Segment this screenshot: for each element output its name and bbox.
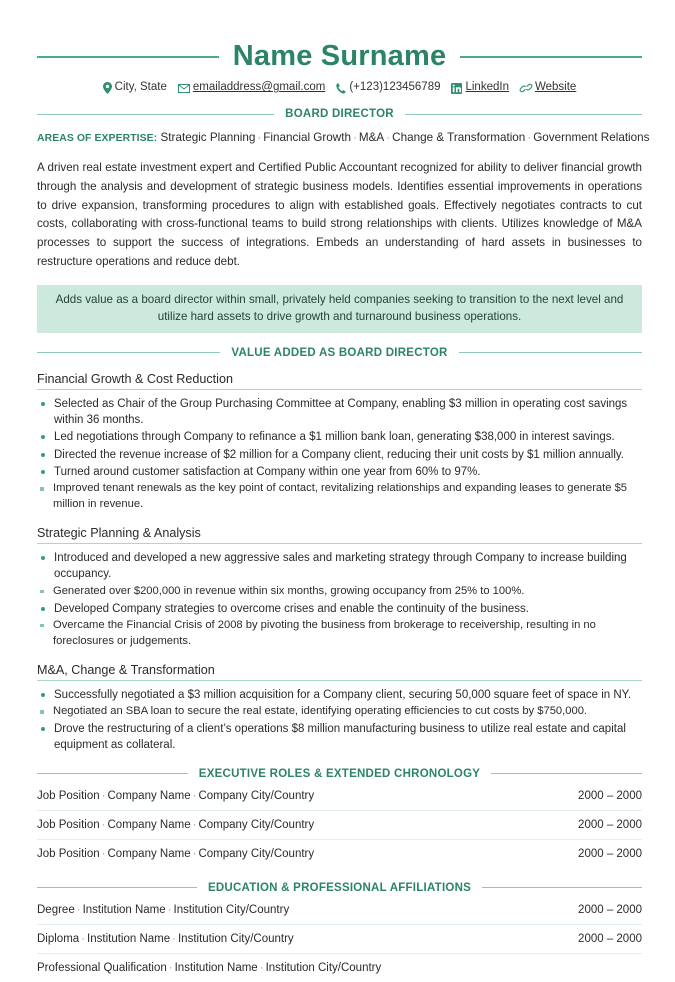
expertise-item: M&A	[358, 131, 385, 144]
sub-bullet-wrapper	[37, 618, 642, 650]
name-rule-left	[37, 56, 219, 58]
row-description	[37, 904, 289, 916]
value-group-heading: M&A, Change & Transformation	[37, 663, 642, 681]
sub-bullet-list	[37, 618, 642, 650]
sub-bullet-square-icon	[40, 590, 44, 594]
bullet-item	[37, 601, 642, 617]
sub-bullet-square-icon	[40, 710, 44, 714]
sub-bullet-wrapper	[37, 704, 642, 720]
value-group-heading: Financial Growth & Cost Reduction	[37, 372, 642, 390]
table-row	[37, 896, 642, 925]
bullet-item	[37, 429, 642, 445]
separator-dot-icon: ·	[76, 903, 81, 916]
expertise-item: Change & Transformation	[392, 131, 526, 144]
row-dates: 2000 – 2000	[578, 903, 642, 916]
bullet-item	[37, 396, 642, 429]
section-rule-right	[459, 352, 642, 353]
row-description	[37, 790, 314, 802]
sub-bullet-item	[37, 704, 642, 720]
sub-bullet-item	[37, 481, 642, 513]
sub-bullet-text: Overcame the Financial Crisis of 2008 by pivoting the business from brokerage to receivership, resulting in no foreclosures or judgements.	[53, 618, 596, 647]
separator-dot-icon: ·	[386, 131, 391, 144]
expertise-item: Financial Growth	[263, 131, 351, 144]
row-part: Institution City/Country	[177, 932, 294, 945]
section-header-executive-roles	[37, 768, 642, 780]
separator-dot-icon: ·	[192, 789, 197, 802]
row-part: Institution City/Country	[173, 903, 290, 916]
separator-dot-icon: ·	[81, 932, 86, 945]
row-part: Institution Name	[174, 961, 258, 974]
separator-dot-icon: ·	[192, 818, 197, 831]
areas-of-expertise	[37, 130, 650, 146]
expertise-label: AREAS OF EXPERTISE:	[37, 133, 158, 144]
row-part: Professional Qualification	[37, 961, 167, 974]
table-row	[37, 954, 642, 982]
row-description	[37, 962, 381, 974]
row-description	[37, 848, 314, 860]
separator-dot-icon: ·	[352, 131, 357, 144]
bullet-dot-icon	[41, 453, 45, 457]
separator-dot-icon: ·	[167, 903, 172, 916]
row-part: Institution Name	[87, 932, 171, 945]
table-row	[37, 925, 642, 954]
section-rule-left	[37, 773, 188, 774]
row-part: Company Name	[107, 818, 191, 831]
section-rule-left	[37, 887, 197, 888]
section-rule-right	[405, 114, 642, 115]
bullet-text: Drove the restructuring of a client’s operations $8 million manufacturing business to utilize real estate and capital equipment as collateral.	[54, 722, 626, 752]
bullet-item	[37, 721, 642, 754]
sub-bullet-wrapper	[37, 584, 642, 600]
row-description	[37, 819, 314, 831]
section-rule-right	[482, 887, 642, 888]
contact-text: LinkedIn	[465, 81, 509, 94]
expertise-item: Strategic Planning	[160, 131, 256, 144]
envelope-icon	[178, 84, 190, 93]
sub-bullet-text: Improved tenant renewals as the key point of contact, revitalizing relationships and expanding leases to generate $5 million in revenue.	[53, 482, 628, 511]
row-dates: 2000 – 2000	[578, 847, 642, 860]
expertise-item: Government Relations	[533, 131, 650, 144]
row-part: Degree	[37, 903, 75, 916]
separator-dot-icon: ·	[527, 131, 532, 144]
row-part: Institution Name	[82, 903, 166, 916]
section-header-board-director	[37, 108, 642, 120]
bullet-text: Developed Company strategies to overcome crises and enable the continuity of the business.	[54, 602, 529, 615]
separator-dot-icon: ·	[168, 961, 173, 974]
sub-bullet-text: Generated over $200,000 in revenue within six months, growing occupancy from 25% to 100%.	[53, 584, 525, 597]
bullet-item	[37, 447, 642, 463]
value-bullet-list	[37, 550, 642, 650]
row-part: Company Name	[107, 847, 191, 860]
location-pin-icon	[103, 82, 112, 94]
row-part: Company City/Country	[198, 818, 315, 831]
row-part: Job Position	[37, 847, 100, 860]
separator-dot-icon: ·	[101, 818, 106, 831]
table-row	[37, 782, 642, 811]
contact-item-phone	[336, 82, 440, 94]
contact-item-location-pin	[103, 82, 167, 94]
bullet-dot-icon	[41, 435, 45, 439]
contact-item-envelope[interactable]	[178, 82, 325, 94]
separator-dot-icon: ·	[172, 932, 176, 945]
row-dates: 2000 – 2000	[578, 818, 642, 831]
bullet-text: Successfully negotiated a $3 million acquisition for a Company client, securing 50,000 square feet of space in NY.	[54, 688, 632, 701]
contact-text: emailaddress@gmail.com	[192, 81, 326, 94]
row-part: Company City/Country	[198, 847, 315, 860]
sub-bullet-list	[37, 704, 642, 720]
sub-bullet-square-icon	[40, 487, 44, 491]
contact-text: (+123)123456789	[349, 81, 441, 94]
link-icon	[520, 83, 532, 93]
section-rule-left	[37, 352, 220, 353]
row-dates: 2000 – 2000	[578, 789, 642, 802]
sub-bullet-list	[37, 481, 642, 513]
bullet-dot-icon	[41, 693, 45, 697]
sub-bullet-item	[37, 618, 642, 650]
phone-icon	[336, 83, 346, 94]
value-bullet-list	[37, 396, 642, 513]
page-title: Name Surname	[232, 40, 447, 72]
section-title: EDUCATION & PROFESSIONAL AFFILIATIONS	[207, 881, 472, 894]
contact-item-link[interactable]	[520, 82, 576, 94]
bullet-item	[37, 464, 642, 480]
professional-summary: A driven real estate investment expert and Certified Public Accountant recognized for ability to deliver financial growth through the analysis and development of strategic business models. Identifies essential improvements in operations to drive expansion, transforming procedures to align with established goals. Effectively negotiates contracts to cut costs, collaborating with cross-functional teams to build strong relationships with clients. Utilizes knowledge of M&A processes to support the success of integrations. Embeds an understanding of hard assets in businesses to restructure operations and reduce debt.	[37, 161, 642, 268]
separator-dot-icon: ·	[259, 961, 264, 974]
bullet-dot-icon	[41, 607, 45, 611]
bullet-text: Introduced and developed a new aggressive sales and marketing strategy through Company to increase building occupancy.	[54, 551, 627, 581]
section-header-value-added	[37, 347, 642, 359]
value-statement-band: Adds value as a board director within small, privately held companies seeking to transition to the next level and utilize hard assets to drive growth and turnaround business operations.	[37, 285, 642, 333]
bullet-dot-icon	[41, 402, 45, 406]
contact-line	[37, 82, 642, 94]
bullet-text: Selected as Chair of the Group Purchasing Committee at Company, enabling $3 million in operating cost savings within 36 months.	[54, 397, 628, 426]
separator-dot-icon: ·	[192, 847, 197, 860]
table-row	[37, 811, 642, 840]
section-title: BOARD DIRECTOR	[285, 108, 394, 120]
section-title: VALUE ADDED AS BOARD DIRECTOR	[231, 346, 448, 359]
row-part: Company Name	[107, 789, 191, 802]
contact-text: City, State	[114, 81, 167, 94]
bullet-text: Directed the revenue increase of $2 million for a Company client, reducing their unit costs by $1 million annually.	[54, 448, 624, 461]
separator-dot-icon: ·	[101, 847, 106, 860]
sub-bullet-list	[37, 584, 642, 600]
row-part: Company City/Country	[198, 789, 315, 802]
table-row	[37, 840, 642, 868]
value-bullet-list	[37, 687, 642, 754]
row-part: Institution City/Country	[265, 961, 382, 974]
sub-bullet-item	[37, 584, 642, 600]
row-part: Diploma	[37, 932, 80, 945]
bullet-item	[37, 687, 642, 703]
bullet-text: Led negotiations through Company to refinance a $1 million bank loan, generating $38,000 in interest savings.	[54, 431, 615, 444]
sub-bullet-square-icon	[40, 624, 44, 628]
section-header-education	[37, 882, 642, 894]
bullet-dot-icon	[41, 556, 45, 560]
section-rule-right	[491, 773, 642, 774]
section-rule-left	[37, 114, 274, 115]
section-title: EXECUTIVE ROLES & EXTENDED CHRONOLOGY	[198, 767, 481, 780]
executive-roles-list	[37, 782, 642, 868]
value-groups	[37, 372, 642, 754]
education-list	[37, 896, 642, 982]
separator-dot-icon: ·	[101, 789, 106, 802]
contact-item-linkedin[interactable]	[451, 82, 508, 94]
separator-dot-icon: ·	[257, 131, 262, 144]
row-part: Job Position	[37, 789, 100, 802]
bullet-dot-icon	[41, 727, 45, 731]
row-description	[37, 933, 294, 945]
sub-bullet-wrapper	[37, 481, 642, 513]
row-dates: 2000 – 2000	[578, 932, 642, 945]
row-part: Job Position	[37, 818, 100, 831]
linkedin-icon	[451, 83, 462, 94]
name-header	[37, 42, 642, 71]
contact-text: Website	[534, 81, 577, 94]
sub-bullet-text: Negotiated an SBA loan to secure the real estate, identifying operating efficiencies to cut costs by $750,000.	[53, 705, 588, 717]
bullet-dot-icon	[41, 470, 45, 474]
value-group-heading: Strategic Planning & Analysis	[37, 526, 642, 544]
bullet-text: Turned around customer satisfaction at Company within one year from 60% to 97%.	[54, 465, 481, 478]
bullet-item	[37, 550, 642, 583]
name-rule-right	[460, 56, 642, 58]
